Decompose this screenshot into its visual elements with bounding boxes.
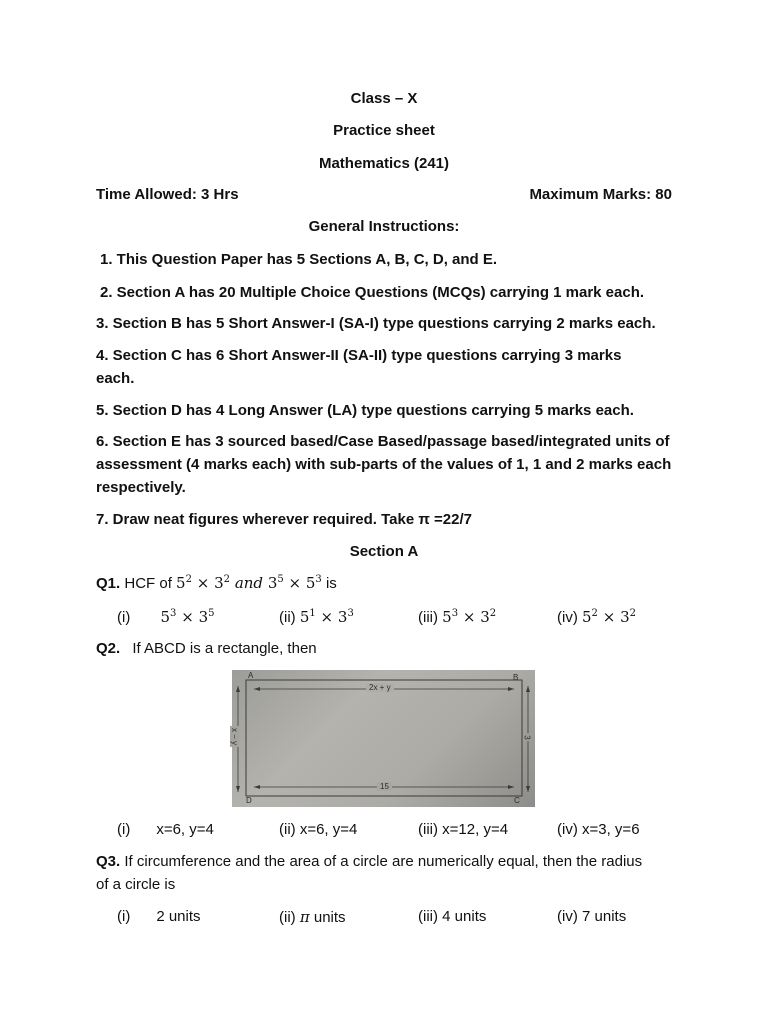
q1-option-2: (ii) $5^1 \times 3^3$ <box>279 608 354 626</box>
instruction-3: 3. Section B has 5 Short Answer-I (SA-I) type questions carrying 2 marks each. <box>96 315 656 332</box>
q1-option-1: (i) $5^3 \times 3^5$ <box>117 608 215 626</box>
vertex-a-label: A <box>248 671 254 680</box>
q2-option-4: (iv) x=3, y=6 <box>557 821 640 838</box>
q1-text-post: is <box>325 575 337 592</box>
q1-expression: $5^2 \times 3^2$ and $3^5 \times 5^3$ <box>176 574 322 592</box>
right-side-label: 3 <box>522 735 532 740</box>
vertex-d-label: D <box>246 796 252 805</box>
question-2 <box>96 640 672 657</box>
top-arrow-left <box>254 687 260 691</box>
instruction-6: 6. Section E has 3 sourced based/Case Based/passage based/integrated units of assessment (4 marks each) with sub-parts of the values of 1, 1 and 2 marks each respectively. <box>96 433 672 496</box>
q3-option-4: (iv) 7 units <box>557 908 627 925</box>
q3-text: If circumference and the area of a circle are numerically equal, then the radius of a circle is <box>96 853 643 893</box>
q3-option-3: (iii) 4 units <box>418 908 487 925</box>
q1-option-3: (iii) $5^3 \times 3^2$ <box>418 608 497 626</box>
class-title: Class – X <box>350 90 418 107</box>
question-1 <box>96 574 672 592</box>
instruction-7: 7. Draw neat figures wherever required. Take π =22/7 <box>96 511 472 528</box>
q2-option-3: (iii) x=12, y=4 <box>418 821 509 838</box>
q1-text-pre: HCF of <box>124 575 172 592</box>
q2-number: Q2. <box>96 640 121 657</box>
vertex-c-label: C <box>514 796 520 805</box>
instruction-1: 1. This Question Paper has 5 Sections A, B, C, D, and E. <box>100 251 498 268</box>
subject-title: Mathematics (241) <box>318 155 450 172</box>
top-side-label: 2x + y <box>366 683 394 692</box>
right-arrow-bottom <box>526 786 530 792</box>
rectangle-figure <box>232 670 535 807</box>
time-marks-row <box>96 186 672 203</box>
q3-number: Q3. <box>96 853 121 870</box>
bottom-side-label: 15 <box>377 782 392 791</box>
q1-number: Q1. <box>96 575 121 592</box>
top-arrow-right <box>508 687 514 691</box>
time-allowed: Time Allowed: 3 Hrs <box>96 186 239 203</box>
left-arrow-bottom <box>236 786 240 792</box>
q3-option-1: (i) 2 units <box>117 908 201 925</box>
instruction-5: 5. Section D has 4 Long Answer (LA) type questions carrying 5 marks each. <box>96 402 634 419</box>
maximum-marks: Maximum Marks: 80 <box>529 186 672 203</box>
section-a-title: Section A <box>349 543 419 560</box>
q2-option-1: (i) x=6, y=4 <box>117 821 214 838</box>
sheet-title: Practice sheet <box>333 122 435 139</box>
bottom-arrow-left <box>254 785 260 789</box>
q2-text: If ABCD is a rectangle, then <box>132 640 317 657</box>
q3-option-2: (ii) π units <box>279 908 346 926</box>
q1-option-4: (iv) $5^2 \times 3^2$ <box>557 608 636 626</box>
bottom-arrow-right <box>508 785 514 789</box>
question-3 <box>96 850 658 896</box>
instruction-4: 4. Section C has 6 Short Answer-II (SA-II) type questions carrying 3 marks each. <box>96 347 622 387</box>
instruction-2: 2. Section A has 20 Multiple Choice Questions (MCQs) carrying 1 mark each. <box>100 284 645 301</box>
right-arrow-top <box>526 686 530 692</box>
instructions-title: General Instructions: <box>308 218 460 235</box>
left-arrow-top <box>236 686 240 692</box>
q2-option-2: (ii) x=6, y=4 <box>279 821 358 838</box>
rectangle-outline <box>246 680 522 796</box>
vertex-b-label: B <box>513 673 519 682</box>
left-side-label: x − y <box>230 727 240 746</box>
